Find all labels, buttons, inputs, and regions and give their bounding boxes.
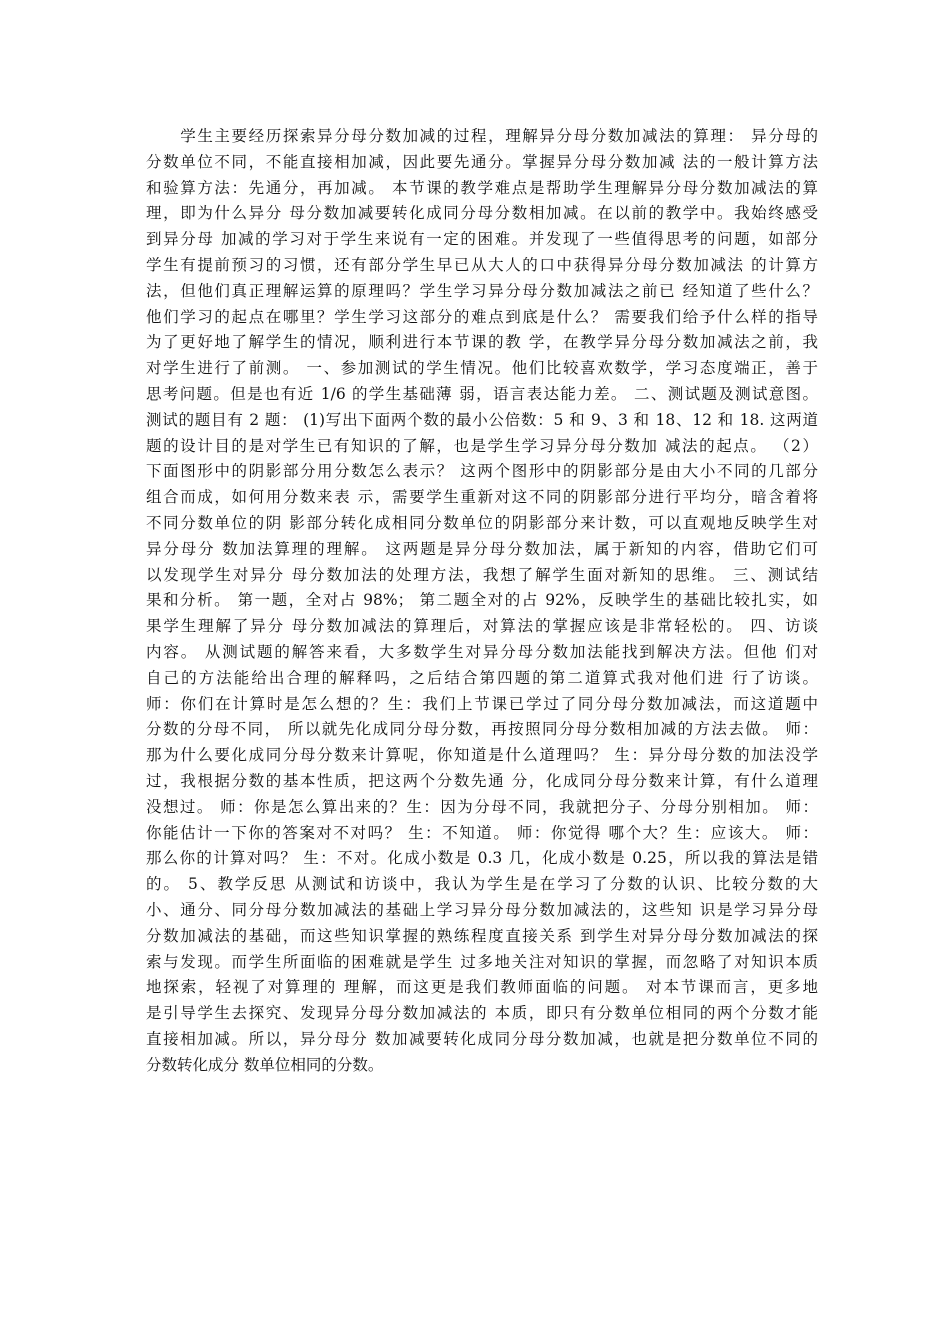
text-line: 学生主要经历探索异分母分数加减的过程，理解异分母分数加减法的算理： 异分母的 [146,127,818,145]
text-line: 你能估计一下你的答案对不对吗？ 生：不知道。 师：你觉得 哪个大？生：应该大。 师： [146,823,818,842]
text-line: 法，但他们真正理解运算的原理吗？学生学习异分母分数加减法之前已 经知道了些什么？ [146,281,818,300]
text-line: 分数的分母不同， 所以就先化成同分母分数，再按照同分母分数相加减的方法去做。 师： [146,720,818,739]
text-line: 思考问题。但是也有近 1/6 的学生基础薄 弱，语言表达能力差。 二、测试题及测试意图。 [146,384,818,403]
text-line: 的。 5、教学反思 从测试和访谈中，我认为学生是在学习了分数的认识、比较分数的大 [146,875,818,894]
text-line: 组合而成，如何用分数来表 示，需要学生重新对这不同的阴影部分进行平均分，暗含着将 [146,488,818,507]
text-line: 分数加减法的基础，而这些知识掌握的熟练程度直接关系 到学生对异分母分数加减法的探 [146,926,818,945]
text-line: 小、通分、同分母分数加减法的基础上学习异分母分数加减法的，这些知 识是学习异分母 [146,900,818,919]
text-line: 他们学习的起点在哪里？学生学习这部分的难点到底是什么？ 需要我们给予什么样的指导 [146,307,818,326]
text-line: 直接相加减。所以，异分母分 数加减要转化成同分母分数加减，也就是把分数单位不同的 [146,1029,818,1048]
text-line: 测试的题目有 2 题： (1)写出下面两个数的最小公倍数：5 和 9、3 和 18、12 和 18. 这两道 [146,410,818,429]
text-line: 内容。 从测试题的解答来看，大多数学生对异分母分数加法能找到解决方法。但他 们对 [146,642,818,661]
text-line: 学生有提前预习的习惯，还有部分学生早已从大人的口中获得异分母分数加减法 的计算方 [146,255,818,274]
text-line: 以发现学生对异分 母分数加法的处理方法，我想了解学生面对新知的思维。 三、测试结 [146,565,818,584]
text-line: 自己的方法能给出合理的解释吗，之后结合第四题的第二道算式我对他们进 行了访谈。 [146,668,818,687]
text-line: 那么你的计算对吗？ 生：不对。化成小数是 0.3 几，化成小数是 0.25，所以我的算法是错 [146,849,818,868]
text-line: 不同分数单位的阴 影部分转化成相同分数单位的阴影部分来计数，可以直观地反映学生对 [146,513,818,532]
text-line: 是引导学生去探究、发现异分母分数加减法的 本质，即只有分数单位相同的两个分数才能 [146,1004,818,1023]
text-line: 索与发现。而学生所面临的困难就是学生 过多地关注对知识的掌握，而忽略了对知识本质 [146,952,818,971]
text-line: 分数单位不同，不能直接相加减，因此要先通分。掌握异分母分数加减 法的一般计算方法 [146,152,818,171]
text-line: 下面图形中的阴影部分用分数怎么表示？ 这两个图形中的阴影部分是由大小不同的几部分 [146,462,818,481]
body-paragraph [146,124,818,1078]
text-line: 到异分母 加减的学习对于学生来说有一定的困难。并发现了一些值得思考的问题，如部分 [146,230,818,249]
text-line: 师：你们在计算时是怎么想的？生：我们上节课已学过了同分母分数加减法，而这道题中 [146,694,818,713]
text-line: 为了更好地了解学生的情况，顺利进行本节课的教 学，在教学异分母分数加减法之前，我 [146,333,818,352]
text-line: 果和分析。 第一题，全对占 98%； 第二题全对的占 92%，反映学生的基础比较扎实，如 [146,591,818,610]
text-line: 没想过。 师：你是怎么算出来的？生：因为分母不同，我就把分子、分母分别相加。 师： [146,797,818,816]
text-line: 理，即为什么异分 母分数加减要转化成同分母分数相加减。在以前的教学中。我始终感受 [146,204,818,223]
text-line: 对学生进行了前测。 一、参加测试的学生情况。他们比较喜欢数学，学习态度端正，善于 [146,359,818,378]
text-line: 异分母分 数加法算理的理解。 这两题是异分母分数加法，属于新知的内容，借助它们可 [146,539,818,558]
text-line: 地探索，轻视了对算理的 理解，而这更是我们教师面临的问题。 对本节课而言，更多地 [146,978,818,997]
text-line: 果学生理解了异分 母分数加减法的算理后，对算法的掌握应该是非常轻松的。 四、访谈 [146,617,818,636]
text-line: 和验算方法：先通分，再加减。 本节课的教学难点是帮助学生理解异分母分数加减法的算 [146,178,818,197]
text-line: 过，我根据分数的基本性质，把这两个分数先通 分，化成同分母分数来计算，有什么道理 [146,771,818,790]
text-line: 分数转化成分 数单位相同的分数。 [146,1055,384,1074]
text-line: 题的设计目的是对学生已有知识的了解，也是学生学习异分母分数加 减法的起点。 （2） [146,436,818,455]
text-line: 那为什么要化成同分母分数来计算呢，你知道是什么道理吗？ 生：异分母分数的加法没学 [146,746,818,765]
